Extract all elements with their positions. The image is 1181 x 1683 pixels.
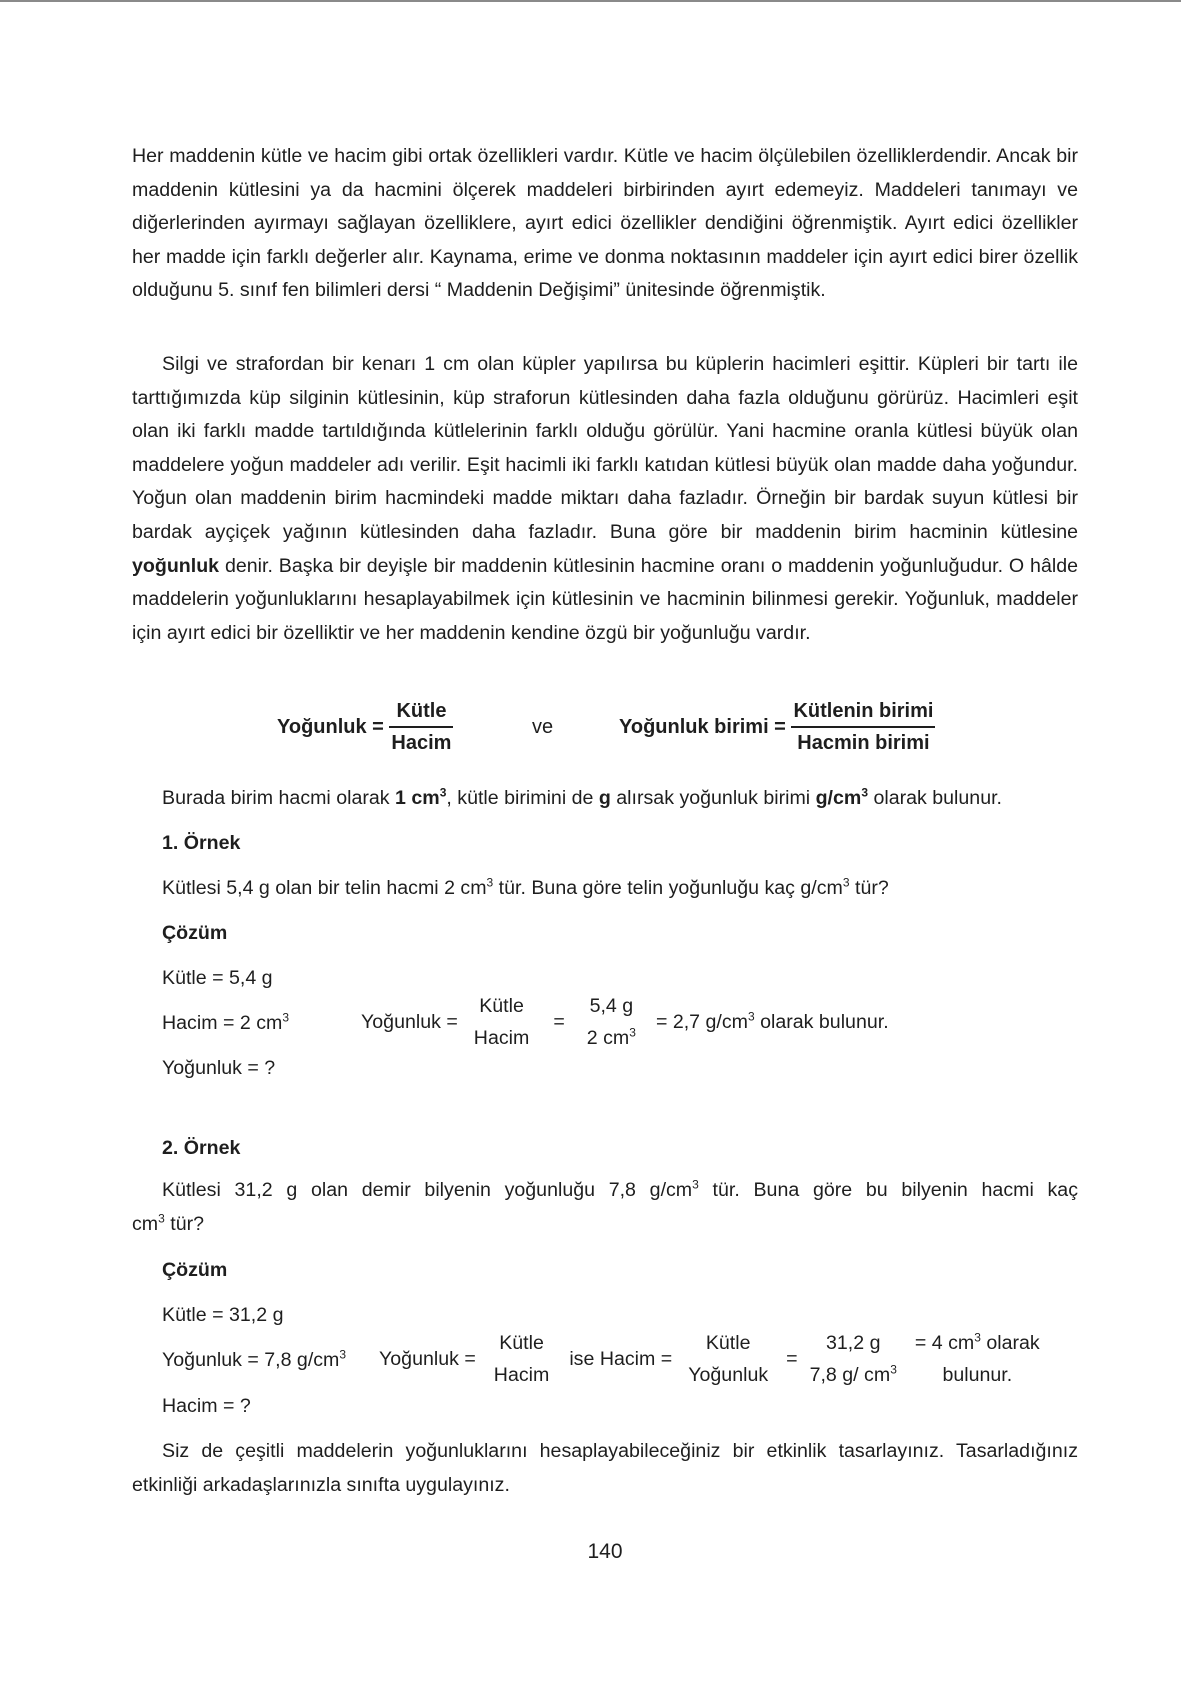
example2-given-density: Yoğunluk = 7,8 $g/cm^3$	[162, 1347, 347, 1371]
example2-solution-title: Çözüm	[162, 1259, 228, 1281]
example2-title: 2. Örnek	[162, 1137, 241, 1159]
example2-given-mass: Kütle = 31,2 g	[162, 1304, 284, 1326]
example1-given-mass: Kütle = 5,4 g	[162, 967, 273, 989]
intro-paragraph: Her maddenin kütle ve hacim gibi ortak özellikleri vardır. Kütle ve hacim ölçülebilen özelliklerdendir. Ancak bir maddenin kütlesini ya da hacmini ölçerek maddeleri birbirinden ayırt edemeyiz. Maddeleri tanımayı ve diğerlerinden ayırmayı sağlayan özelliklere, ayırt edici özellikler dendiğini öğrenmiştik. Ayırt edici özellikler her madde için farklı değerler alır. Kaynama, erime ve donma noktasının maddeler için ayırt edici birer özellik olduğunu 5. sınıf fen bilimleri dersi “ Maddenin Değişimi” ünitesinde öğrenmiştik.	[132, 145, 1078, 302]
example1-solution-title: Çözüm	[162, 922, 228, 944]
unit-sentence: Burada birim hacmi olarak 1 $cm^3$, kütle birimini de g alırsak yoğunluk birimi $g/cm^3$ olarak bulunur.	[162, 785, 1002, 809]
example1-equation: Yoğunluk = Kütle Hacim = 5,4 g 2 $cm^3$ = 2,7 $g/cm^3$ olarak bulunur.	[361, 995, 889, 1049]
density-formula-main: Yoğunluk = $\frac{\text{Kütle}}{\text{Hacim}}$	[277, 692, 453, 762]
density-formula	[132, 692, 1078, 762]
density-unit-formula: Yoğunluk birimi = $\frac{\text{Kütlenin birimi}}{\text{Hacmin birimi}}$	[619, 692, 935, 762]
and-word: ve	[532, 715, 554, 738]
density-term: yoğunluk	[132, 554, 220, 577]
top-rule	[0, 0, 1181, 2]
mass-over-volume-fraction: $\frac{\text{Kütle}}{\text{Hacim}}$	[391, 700, 452, 754]
example2-question: Kütlesi 31,2 g olan demir bilyenin yoğunluğu 7,8 $g/cm^3$ tür. Buna göre bu bilyenin hacmi kaç $cm^3$ tür?	[132, 1177, 1078, 1235]
example2-equation: Yoğunluk = Kütle Hacim ise Hacim = Kütle Yoğunluk = 31,2 g 7,8 g/ $cm^3$ = 4 $cm^3$ olarak bulunur.	[379, 1330, 1040, 1386]
page-number: 140	[587, 1540, 623, 1563]
example1-given-volume: Hacim = 2 $cm^3$	[162, 1010, 289, 1034]
example1-question: Kütlesi 5,4 g olan bir telin hacmi 2 $cm^3$ tür. Buna göre telin yoğunluğu kaç $g/cm^3$ tür?	[162, 875, 889, 899]
closing-paragraph: Siz de çeşitli maddelerin yoğunluklarını hesaplayabileceğiniz bir etkinlik tasarlayınız. Tasarladığınız etkinliği arkadaşlarınızla sınıfta uygulayınız.	[132, 1440, 1078, 1496]
example2-unknown: Hacim = ?	[162, 1395, 251, 1417]
density-paragraph: Silgi ve strafordan bir kenarı 1 cm olan küpler yapılırsa bu küplerin hacimleri eşittir. Küpleri bir tartı ile tarttığımızda küp silginin kütlesinin, küp straforun kütlesinden daha fazla olduğunu görürüz. Hacimleri eşit olan iki farklı madde tartıldığında kütlelerinin farklı olduğu görülür. Yani hacmine oranla kütlesi büyük olan maddelere yoğun maddeler adı verilir. Eşit hacimli iki farklı katıdan kütlesi büyük olan madde daha yoğundur. Yoğun olan maddenin birim hacmindeki madde miktarı daha fazladır. Örneğin bir bardak suyun kütlesi bir bardak ayçiçek yağının kütlesinden daha fazladır. Buna göre bir maddenin birim hacminin kütlesine yoğunluk denir. Başka bir deyişle bir maddenin kütlesinin hacmine oranı o maddenin yoğunluğudur. O hâlde maddelerin yoğunluklarını hesaplayabilmek için kütlesinin ve hacminin bilinmesi gerekir. Yoğunluk, maddeler için ayırt edici bir özelliktir ve her maddenin kendine özgü bir yoğunluğu vardır.	[132, 353, 1078, 644]
unit-fraction: $\frac{\text{Kütlenin birimi}}{\text{Hacmin birimi}}$	[793, 700, 934, 754]
example1-title: 1. Örnek	[162, 832, 241, 854]
example1-unknown: Yoğunluk = ?	[162, 1057, 276, 1079]
